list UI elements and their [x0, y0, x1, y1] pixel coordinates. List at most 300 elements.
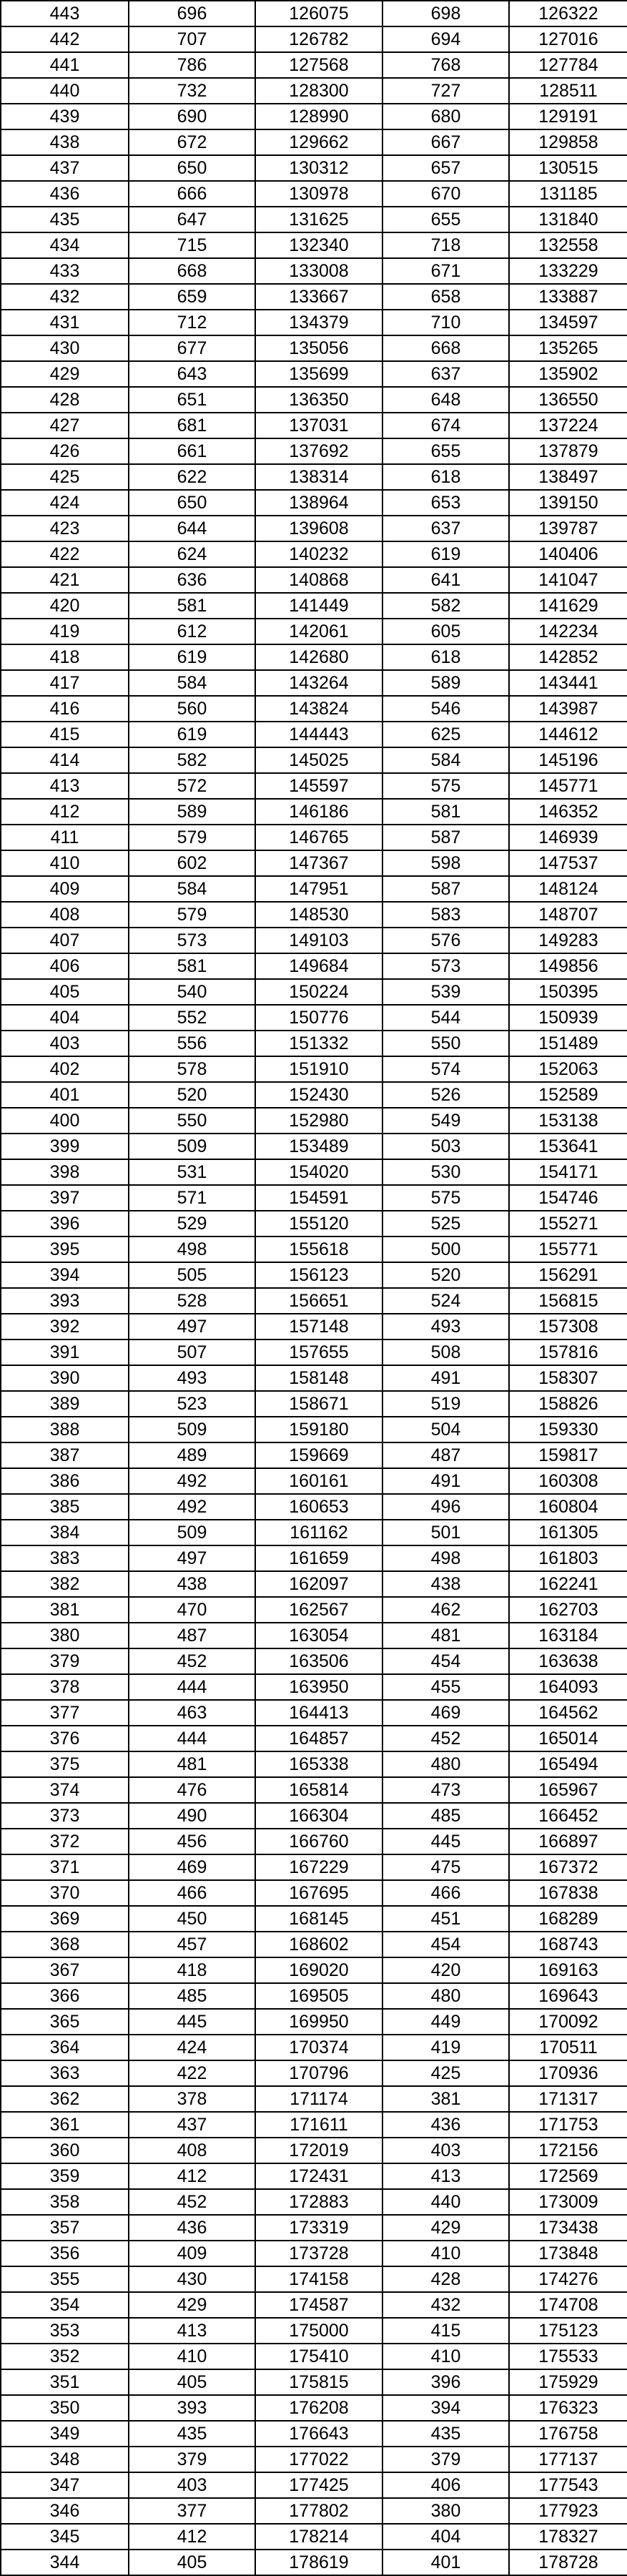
table-cell: 498	[382, 1545, 509, 1571]
table-cell: 170092	[509, 2009, 627, 2035]
table-cell: 427	[1, 413, 129, 438]
table-cell: 174708	[509, 2292, 627, 2318]
table-cell: 404	[1, 1005, 129, 1031]
table-cell: 383	[1, 1545, 129, 1571]
table-cell: 169643	[509, 1983, 627, 2009]
table-cell: 157308	[509, 1314, 627, 1339]
table-cell: 469	[382, 1700, 509, 1726]
table-cell: 163638	[509, 1648, 627, 1674]
table-row	[1, 1159, 627, 1185]
table-row	[1, 361, 627, 387]
table-cell: 539	[382, 979, 509, 1005]
table-cell: 680	[382, 104, 509, 129]
table-cell: 409	[1, 876, 129, 902]
table-cell: 454	[382, 1648, 509, 1674]
table-row	[1, 78, 627, 104]
table-cell: 666	[129, 181, 255, 207]
table-row	[1, 2550, 627, 2575]
table-cell: 410	[382, 2344, 509, 2369]
table-row	[1, 1751, 627, 1777]
table-cell: 582	[129, 747, 255, 773]
table-cell: 440	[382, 2189, 509, 2215]
table-cell: 457	[129, 1932, 255, 1957]
table-cell: 636	[129, 567, 255, 593]
table-cell: 389	[1, 1391, 129, 1417]
table-cell: 442	[1, 26, 129, 52]
table-cell: 160161	[255, 1468, 382, 1494]
table-cell: 347	[1, 2472, 129, 2498]
table-cell: 176208	[255, 2395, 382, 2421]
table-cell: 402	[1, 1056, 129, 1082]
table-cell: 400	[1, 1108, 129, 1134]
table-row	[1, 825, 627, 850]
table-cell: 418	[1, 644, 129, 670]
table-cell: 167229	[255, 1854, 382, 1880]
table-cell: 584	[382, 747, 509, 773]
table-row	[1, 1906, 627, 1932]
table-cell: 584	[129, 670, 255, 696]
table-row	[1, 335, 627, 361]
table-row	[1, 1005, 627, 1031]
table-cell: 166760	[255, 1829, 382, 1854]
table-cell: 407	[1, 928, 129, 953]
table-row	[1, 1674, 627, 1700]
table-cell: 403	[1, 1031, 129, 1056]
table-cell: 141629	[509, 593, 627, 619]
table-cell: 473	[382, 1777, 509, 1803]
table-cell: 149103	[255, 928, 382, 953]
table-cell: 384	[1, 1520, 129, 1545]
table-cell: 396	[382, 2369, 509, 2395]
table-cell: 173728	[255, 2241, 382, 2266]
table-cell: 420	[1, 593, 129, 619]
table-cell: 622	[129, 464, 255, 490]
table-cell: 128511	[509, 78, 627, 104]
table-cell: 438	[382, 1571, 509, 1597]
table-cell: 150395	[509, 979, 627, 1005]
table-cell: 157816	[509, 1339, 627, 1365]
table-row	[1, 567, 627, 593]
table-cell: 139787	[509, 516, 627, 541]
table-row	[1, 593, 627, 619]
table-cell: 418	[129, 1957, 255, 1983]
table-cell: 379	[382, 2447, 509, 2472]
table-row	[1, 104, 627, 129]
table-cell: 171317	[509, 2086, 627, 2112]
table-row	[1, 52, 627, 78]
table-cell: 369	[1, 1906, 129, 1932]
table-row	[1, 850, 627, 876]
table-cell: 476	[129, 1777, 255, 1803]
table-cell: 126075	[255, 1, 382, 26]
table-cell: 491	[382, 1468, 509, 1494]
table-cell: 441	[1, 52, 129, 78]
table-cell: 437	[1, 155, 129, 181]
table-cell: 174276	[509, 2266, 627, 2292]
table-row	[1, 722, 627, 747]
table-cell: 462	[382, 1597, 509, 1623]
table-cell: 159330	[509, 1417, 627, 1442]
table-cell: 413	[382, 2163, 509, 2189]
table-cell: 544	[382, 1005, 509, 1031]
table-cell: 668	[129, 258, 255, 284]
table-row	[1, 799, 627, 825]
table-row	[1, 1417, 627, 1442]
table-cell: 173438	[509, 2215, 627, 2241]
table-cell: 658	[382, 284, 509, 310]
table-cell: 361	[1, 2112, 129, 2138]
table-cell: 154020	[255, 1159, 382, 1185]
table-cell: 583	[382, 902, 509, 928]
table-cell: 139608	[255, 516, 382, 541]
table-row	[1, 1932, 627, 1957]
table-cell: 170936	[509, 2060, 627, 2086]
table-cell: 450	[129, 1906, 255, 1932]
table-cell: 128300	[255, 78, 382, 104]
table-cell: 424	[129, 2035, 255, 2060]
table-cell: 428	[1, 387, 129, 413]
table-cell: 505	[129, 1262, 255, 1288]
table-row	[1, 747, 627, 773]
table-cell: 140868	[255, 567, 382, 593]
table-cell: 641	[382, 567, 509, 593]
table-cell: 365	[1, 2009, 129, 2035]
table-row	[1, 2086, 627, 2112]
table-cell: 624	[129, 541, 255, 567]
table-cell: 436	[129, 2215, 255, 2241]
table-cell: 598	[382, 850, 509, 876]
table-cell: 605	[382, 619, 509, 644]
table-cell: 140232	[255, 541, 382, 567]
table-cell: 160804	[509, 1494, 627, 1520]
table-cell: 164562	[509, 1700, 627, 1726]
table-cell: 618	[382, 644, 509, 670]
table-cell: 571	[129, 1185, 255, 1211]
table-row	[1, 1648, 627, 1674]
table-cell: 145025	[255, 747, 382, 773]
table-row	[1, 310, 627, 335]
table-cell: 672	[129, 129, 255, 155]
table-cell: 426	[1, 438, 129, 464]
table-cell: 661	[129, 438, 255, 464]
table-cell: 550	[129, 1108, 255, 1134]
table-cell: 158307	[509, 1365, 627, 1391]
table-row	[1, 876, 627, 902]
table-cell: 438	[129, 1571, 255, 1597]
table-cell: 173009	[509, 2189, 627, 2215]
table-cell: 410	[382, 2241, 509, 2266]
table-cell: 408	[1, 902, 129, 928]
table-cell: 657	[382, 155, 509, 181]
table-cell: 415	[1, 722, 129, 747]
table-cell: 350	[1, 2395, 129, 2421]
table-cell: 129191	[509, 104, 627, 129]
table-cell: 142680	[255, 644, 382, 670]
table-cell: 169950	[255, 2009, 382, 2035]
table-cell: 148124	[509, 876, 627, 902]
table-cell: 175123	[509, 2318, 627, 2344]
table-cell: 431	[1, 310, 129, 335]
table-row	[1, 644, 627, 670]
table-cell: 466	[129, 1880, 255, 1906]
table-row	[1, 232, 627, 258]
table-cell: 492	[129, 1494, 255, 1520]
table-cell: 387	[1, 1442, 129, 1468]
table-row	[1, 207, 627, 232]
table-cell: 394	[1, 1262, 129, 1288]
table-cell: 154591	[255, 1185, 382, 1211]
table-cell: 430	[1, 335, 129, 361]
table-row	[1, 26, 627, 52]
table-cell: 581	[129, 953, 255, 979]
table-row	[1, 541, 627, 567]
table-cell: 381	[382, 2086, 509, 2112]
table-cell: 168289	[509, 1906, 627, 1932]
table-cell: 526	[382, 1082, 509, 1108]
table-cell: 429	[1, 361, 129, 387]
table-cell: 376	[1, 1726, 129, 1751]
table-cell: 487	[129, 1623, 255, 1648]
table-cell: 653	[382, 490, 509, 516]
table-cell: 612	[129, 619, 255, 644]
table-cell: 169020	[255, 1957, 382, 1983]
table-row	[1, 902, 627, 928]
table-cell: 178728	[509, 2550, 627, 2575]
table-cell: 428	[382, 2266, 509, 2292]
table-cell: 659	[129, 284, 255, 310]
table-row	[1, 2472, 627, 2498]
table-cell: 509	[129, 1417, 255, 1442]
table-row	[1, 155, 627, 181]
table-cell: 175929	[509, 2369, 627, 2395]
table-row	[1, 1623, 627, 1648]
table-cell: 469	[129, 1854, 255, 1880]
table-cell: 430	[129, 2266, 255, 2292]
table-cell: 432	[1, 284, 129, 310]
table-cell: 492	[129, 1468, 255, 1494]
table-cell: 412	[1, 799, 129, 825]
table-cell: 357	[1, 2215, 129, 2241]
table-row	[1, 464, 627, 490]
table-cell: 531	[129, 1159, 255, 1185]
table-cell: 573	[382, 953, 509, 979]
table-cell: 452	[129, 2189, 255, 2215]
table-cell: 420	[382, 1957, 509, 1983]
table-cell: 173848	[509, 2241, 627, 2266]
table-cell: 137224	[509, 413, 627, 438]
table-cell: 500	[382, 1237, 509, 1262]
table-cell: 143987	[509, 696, 627, 722]
table-cell: 429	[382, 2215, 509, 2241]
table-cell: 140406	[509, 541, 627, 567]
table-row	[1, 2292, 627, 2318]
table-cell: 378	[129, 2086, 255, 2112]
table-cell: 360	[1, 2138, 129, 2163]
table-cell: 177802	[255, 2498, 382, 2524]
table-cell: 674	[382, 413, 509, 438]
table-cell: 146939	[509, 825, 627, 850]
table-row	[1, 928, 627, 953]
table-cell: 135902	[509, 361, 627, 387]
table-row	[1, 1134, 627, 1159]
table-cell: 356	[1, 2241, 129, 2266]
table-cell: 175533	[509, 2344, 627, 2369]
table-cell: 127568	[255, 52, 382, 78]
table-cell: 503	[382, 1134, 509, 1159]
table-cell: 160308	[509, 1468, 627, 1494]
table-row	[1, 2060, 627, 2086]
table-cell: 398	[1, 1159, 129, 1185]
table-cell: 380	[1, 1623, 129, 1648]
table-cell: 509	[129, 1520, 255, 1545]
table-cell: 368	[1, 1932, 129, 1957]
table-cell: 370	[1, 1880, 129, 1906]
table-cell: 377	[129, 2498, 255, 2524]
table-cell: 134379	[255, 310, 382, 335]
table-cell: 412	[129, 2524, 255, 2550]
table-cell: 415	[382, 2318, 509, 2344]
table-cell: 681	[129, 413, 255, 438]
table-cell: 175000	[255, 2318, 382, 2344]
table-cell: 156123	[255, 1262, 382, 1288]
table-cell: 174158	[255, 2266, 382, 2292]
table-row	[1, 1237, 627, 1262]
table-cell: 637	[382, 361, 509, 387]
table-cell: 413	[129, 2318, 255, 2344]
table-row	[1, 773, 627, 799]
table-cell: 619	[129, 644, 255, 670]
table-cell: 145597	[255, 773, 382, 799]
table-cell: 436	[1, 181, 129, 207]
table-cell: 345	[1, 2524, 129, 2550]
table-cell: 161659	[255, 1545, 382, 1571]
table-row	[1, 1880, 627, 1906]
table-cell: 496	[382, 1494, 509, 1520]
table-row	[1, 1314, 627, 1339]
table-cell: 175815	[255, 2369, 382, 2395]
table-cell: 153138	[509, 1108, 627, 1134]
table-row	[1, 2318, 627, 2344]
table-cell: 138497	[509, 464, 627, 490]
table-cell: 156651	[255, 1288, 382, 1314]
table-cell: 581	[382, 799, 509, 825]
table-cell: 425	[1, 464, 129, 490]
table-cell: 131840	[509, 207, 627, 232]
table-cell: 373	[1, 1803, 129, 1829]
table-cell: 550	[382, 1031, 509, 1056]
table-cell: 382	[1, 1571, 129, 1597]
table-cell: 170374	[255, 2035, 382, 2060]
table-cell: 158148	[255, 1365, 382, 1391]
table-cell: 176323	[509, 2395, 627, 2421]
table-cell: 408	[129, 2138, 255, 2163]
table-cell: 670	[382, 181, 509, 207]
table-cell: 435	[1, 207, 129, 232]
table-cell: 579	[129, 825, 255, 850]
table-row	[1, 1108, 627, 1134]
table-cell: 677	[129, 335, 255, 361]
table-cell: 404	[382, 2524, 509, 2550]
table-row	[1, 1854, 627, 1880]
table-cell: 163950	[255, 1674, 382, 1700]
table-cell: 161305	[509, 1520, 627, 1545]
table-cell: 159669	[255, 1442, 382, 1468]
table-cell: 133667	[255, 284, 382, 310]
table-cell: 170796	[255, 2060, 382, 2086]
table-cell: 142234	[509, 619, 627, 644]
table-cell: 650	[129, 490, 255, 516]
table-cell: 416	[1, 696, 129, 722]
table-cell: 497	[129, 1314, 255, 1339]
table-cell: 619	[382, 541, 509, 567]
table-cell: 166304	[255, 1803, 382, 1829]
table-cell: 707	[129, 26, 255, 52]
table-cell: 648	[382, 387, 509, 413]
table-cell: 444	[129, 1674, 255, 1700]
table-row	[1, 1726, 627, 1751]
table-cell: 625	[382, 722, 509, 747]
table-row	[1, 1468, 627, 1494]
table-cell: 152589	[509, 1082, 627, 1108]
table-cell: 131185	[509, 181, 627, 207]
table-row	[1, 2189, 627, 2215]
table-cell: 694	[382, 26, 509, 52]
table-cell: 386	[1, 1468, 129, 1494]
table-cell: 142061	[255, 619, 382, 644]
table-cell: 414	[1, 747, 129, 773]
table-cell: 143824	[255, 696, 382, 722]
table-cell: 154746	[509, 1185, 627, 1211]
table-cell: 380	[382, 2498, 509, 2524]
table-cell: 405	[129, 2550, 255, 2575]
table-cell: 144612	[509, 722, 627, 747]
table-cell: 443	[1, 1, 129, 26]
table-cell: 152063	[509, 1056, 627, 1082]
table-cell: 158826	[509, 1391, 627, 1417]
table-cell: 618	[382, 464, 509, 490]
table-cell: 602	[129, 850, 255, 876]
table-row	[1, 2447, 627, 2472]
table-cell: 485	[382, 1803, 509, 1829]
table-cell: 589	[129, 799, 255, 825]
table-cell: 573	[129, 928, 255, 953]
table-cell: 582	[382, 593, 509, 619]
table-cell: 127784	[509, 52, 627, 78]
table-row	[1, 1082, 627, 1108]
table-cell: 141449	[255, 593, 382, 619]
table-row	[1, 1520, 627, 1545]
table-cell: 172883	[255, 2189, 382, 2215]
table-cell: 419	[1, 619, 129, 644]
table-row	[1, 2241, 627, 2266]
table-cell: 137031	[255, 413, 382, 438]
table-cell: 135056	[255, 335, 382, 361]
table-cell: 139150	[509, 490, 627, 516]
table-cell: 578	[129, 1056, 255, 1082]
table-cell: 165014	[509, 1726, 627, 1751]
table-cell: 141047	[509, 567, 627, 593]
table-cell: 508	[382, 1339, 509, 1365]
table-cell: 346	[1, 2498, 129, 2524]
table-cell: 397	[1, 1185, 129, 1211]
table-row	[1, 1339, 627, 1365]
table-row	[1, 2112, 627, 2138]
table-row	[1, 438, 627, 464]
table-row	[1, 696, 627, 722]
table-cell: 157655	[255, 1339, 382, 1365]
table-cell: 520	[382, 1262, 509, 1288]
table-cell: 768	[382, 52, 509, 78]
